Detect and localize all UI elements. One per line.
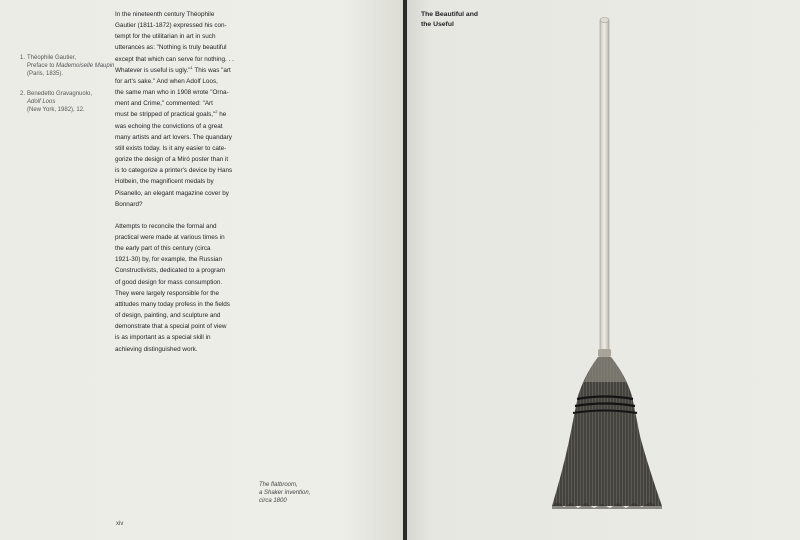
paragraph-1: In the nineteenth century Théophile Gautier (1811-1872) expressed his con- tempt for the utilitarian in art in such utterances as: "Nothing is truly beautiful except that which can serve for nothing. . . Whatever is useful is ugly."$^1$ This was "art for art's sake." And when Adolf Loos, the same man who in 1908 wrote "Orna- ment and Crime," commented: "Art must be stripped of practical goals,"$^2$ he was echoing the convictions of a great many artists and art lovers. The quandary still exists today. Is it any easier to cate- gorize the design of a Miró poster than it is to categorize a printer's device by Hans Holbein, the magnificent medals by Pisanello, an elegant magazine cover by Bonnard?	[115, 11, 234, 208]
page-number: xiv	[116, 521, 124, 527]
photo-caption: The flatbroom, a Shaker invention, circa 1800	[259, 482, 311, 504]
body-text	[115, 9, 255, 366]
right-page	[407, 0, 800, 540]
footnote-line: Benedetto Gravagnuolo,	[27, 91, 93, 98]
footnote-1	[20, 54, 116, 78]
paragraph-2: Attempts to reconcile the formal and practical were made at various times in the early part of this century (circa 1921-30) by, for example, the Russian Constructivists, dedicated to a program of good design for mass consumption. They were largely responsible for the attitudes many today profess in the fields of design, painting, and sculpture and demonstrate that a special point of view is as important as a special skill in achieving distinguished work.	[115, 222, 230, 353]
running-head: The Beautiful and the Useful	[421, 11, 479, 28]
broom-photo	[540, 16, 670, 516]
footnote-2	[20, 90, 116, 114]
footnote-line: Preface to Mademoiselle Maupin	[27, 63, 115, 70]
note-ref-2: 2	[215, 109, 218, 115]
footnote-line: (New York, 1982), 12.	[27, 107, 85, 114]
footnote-number: 1.	[20, 55, 26, 61]
footnote-line: (Paris, 1835).	[27, 71, 64, 78]
note-ref-1: 1	[190, 64, 193, 70]
footnote-number: 2.	[20, 91, 26, 98]
footnote-line: Théophile Gautier,	[27, 55, 77, 61]
footnote-title: Adolf Loos	[27, 99, 56, 106]
broom-handle	[600, 18, 609, 353]
footnotes	[20, 54, 116, 127]
